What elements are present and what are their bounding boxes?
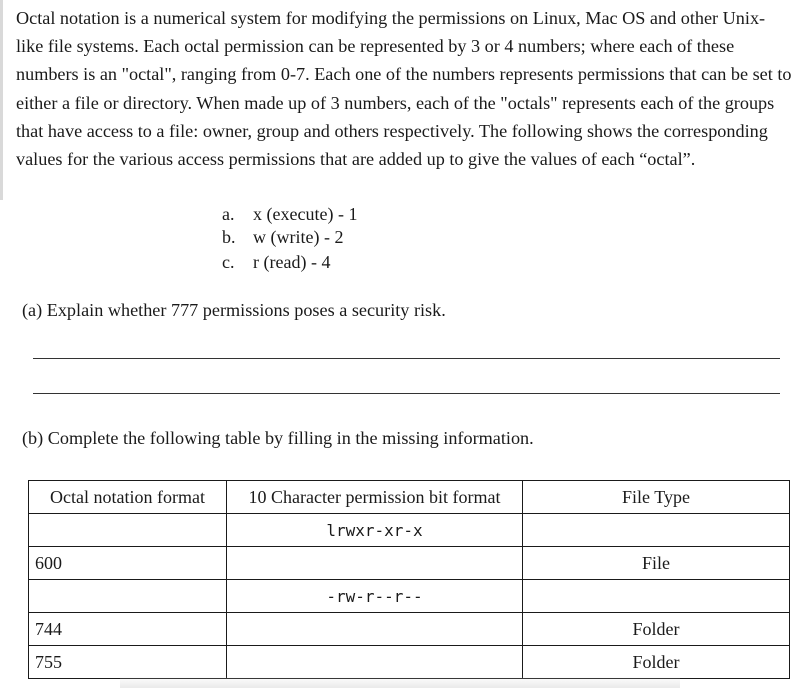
intro-paragraph: Octal notation is a numerical system for modifying the permissions on Linux, Mac OS and other Unix-like file systems. Each octal permission can be represented by 3 or 4 numbers; where each of these numbers is an "octal", ranging from 0-7. Each one of the numbers represents permissions that can be set to either a file or directory. When made up of 3 numbers, each of the "octals" represents each of the groups that have access to a file: owner, group and others respectively. The following shows the corresponding values for the various access permissions that are added up to give the values of each “octal”. <box>16 8 792 170</box>
permission-bits-cell[interactable] <box>227 646 523 679</box>
file-type-cell: Folder <box>523 613 790 646</box>
bottom-shadow <box>120 676 680 688</box>
table-row <box>29 646 790 679</box>
header-octal: Octal notation format <box>29 481 227 514</box>
header-permission-bits: 10 Character permission bit format <box>227 481 523 514</box>
table-row <box>29 547 790 580</box>
file-type-cell: File <box>523 547 790 580</box>
question-b: (b) Complete the following table by filling in the missing information. <box>22 428 534 448</box>
permissions-table <box>28 480 790 679</box>
file-type-cell[interactable] <box>523 580 790 613</box>
list-marker: c. <box>222 252 235 272</box>
permission-bits-cell: lrwxr-xr-x <box>227 514 523 547</box>
left-margin-rule <box>0 0 3 200</box>
octal-cell: 755 <box>29 646 227 679</box>
octal-cell: 744 <box>29 613 227 646</box>
answer-line[interactable] <box>33 393 780 394</box>
table-row <box>29 580 790 613</box>
file-type-cell: Folder <box>523 646 790 679</box>
permission-bits-cell: -rw-r--r-- <box>227 580 523 613</box>
permission-bits-cell[interactable] <box>227 613 523 646</box>
question-a: (a) Explain whether 777 permissions poses a security risk. <box>22 300 446 320</box>
list-marker: a. <box>222 204 235 224</box>
file-type-cell[interactable] <box>523 514 790 547</box>
permission-value-text: r (read) - 4 <box>253 252 331 272</box>
table-header-row <box>29 481 790 514</box>
permission-bits-cell[interactable] <box>227 547 523 580</box>
octal-cell[interactable] <box>29 514 227 547</box>
header-file-type: File Type <box>523 481 790 514</box>
permission-value-text: x (execute) - 1 <box>253 204 358 224</box>
table-row <box>29 514 790 547</box>
octal-cell[interactable] <box>29 580 227 613</box>
answer-line[interactable] <box>33 358 780 359</box>
table-row <box>29 613 790 646</box>
permission-value-text: w (write) - 2 <box>253 227 344 247</box>
octal-cell: 600 <box>29 547 227 580</box>
list-marker: b. <box>222 227 236 247</box>
